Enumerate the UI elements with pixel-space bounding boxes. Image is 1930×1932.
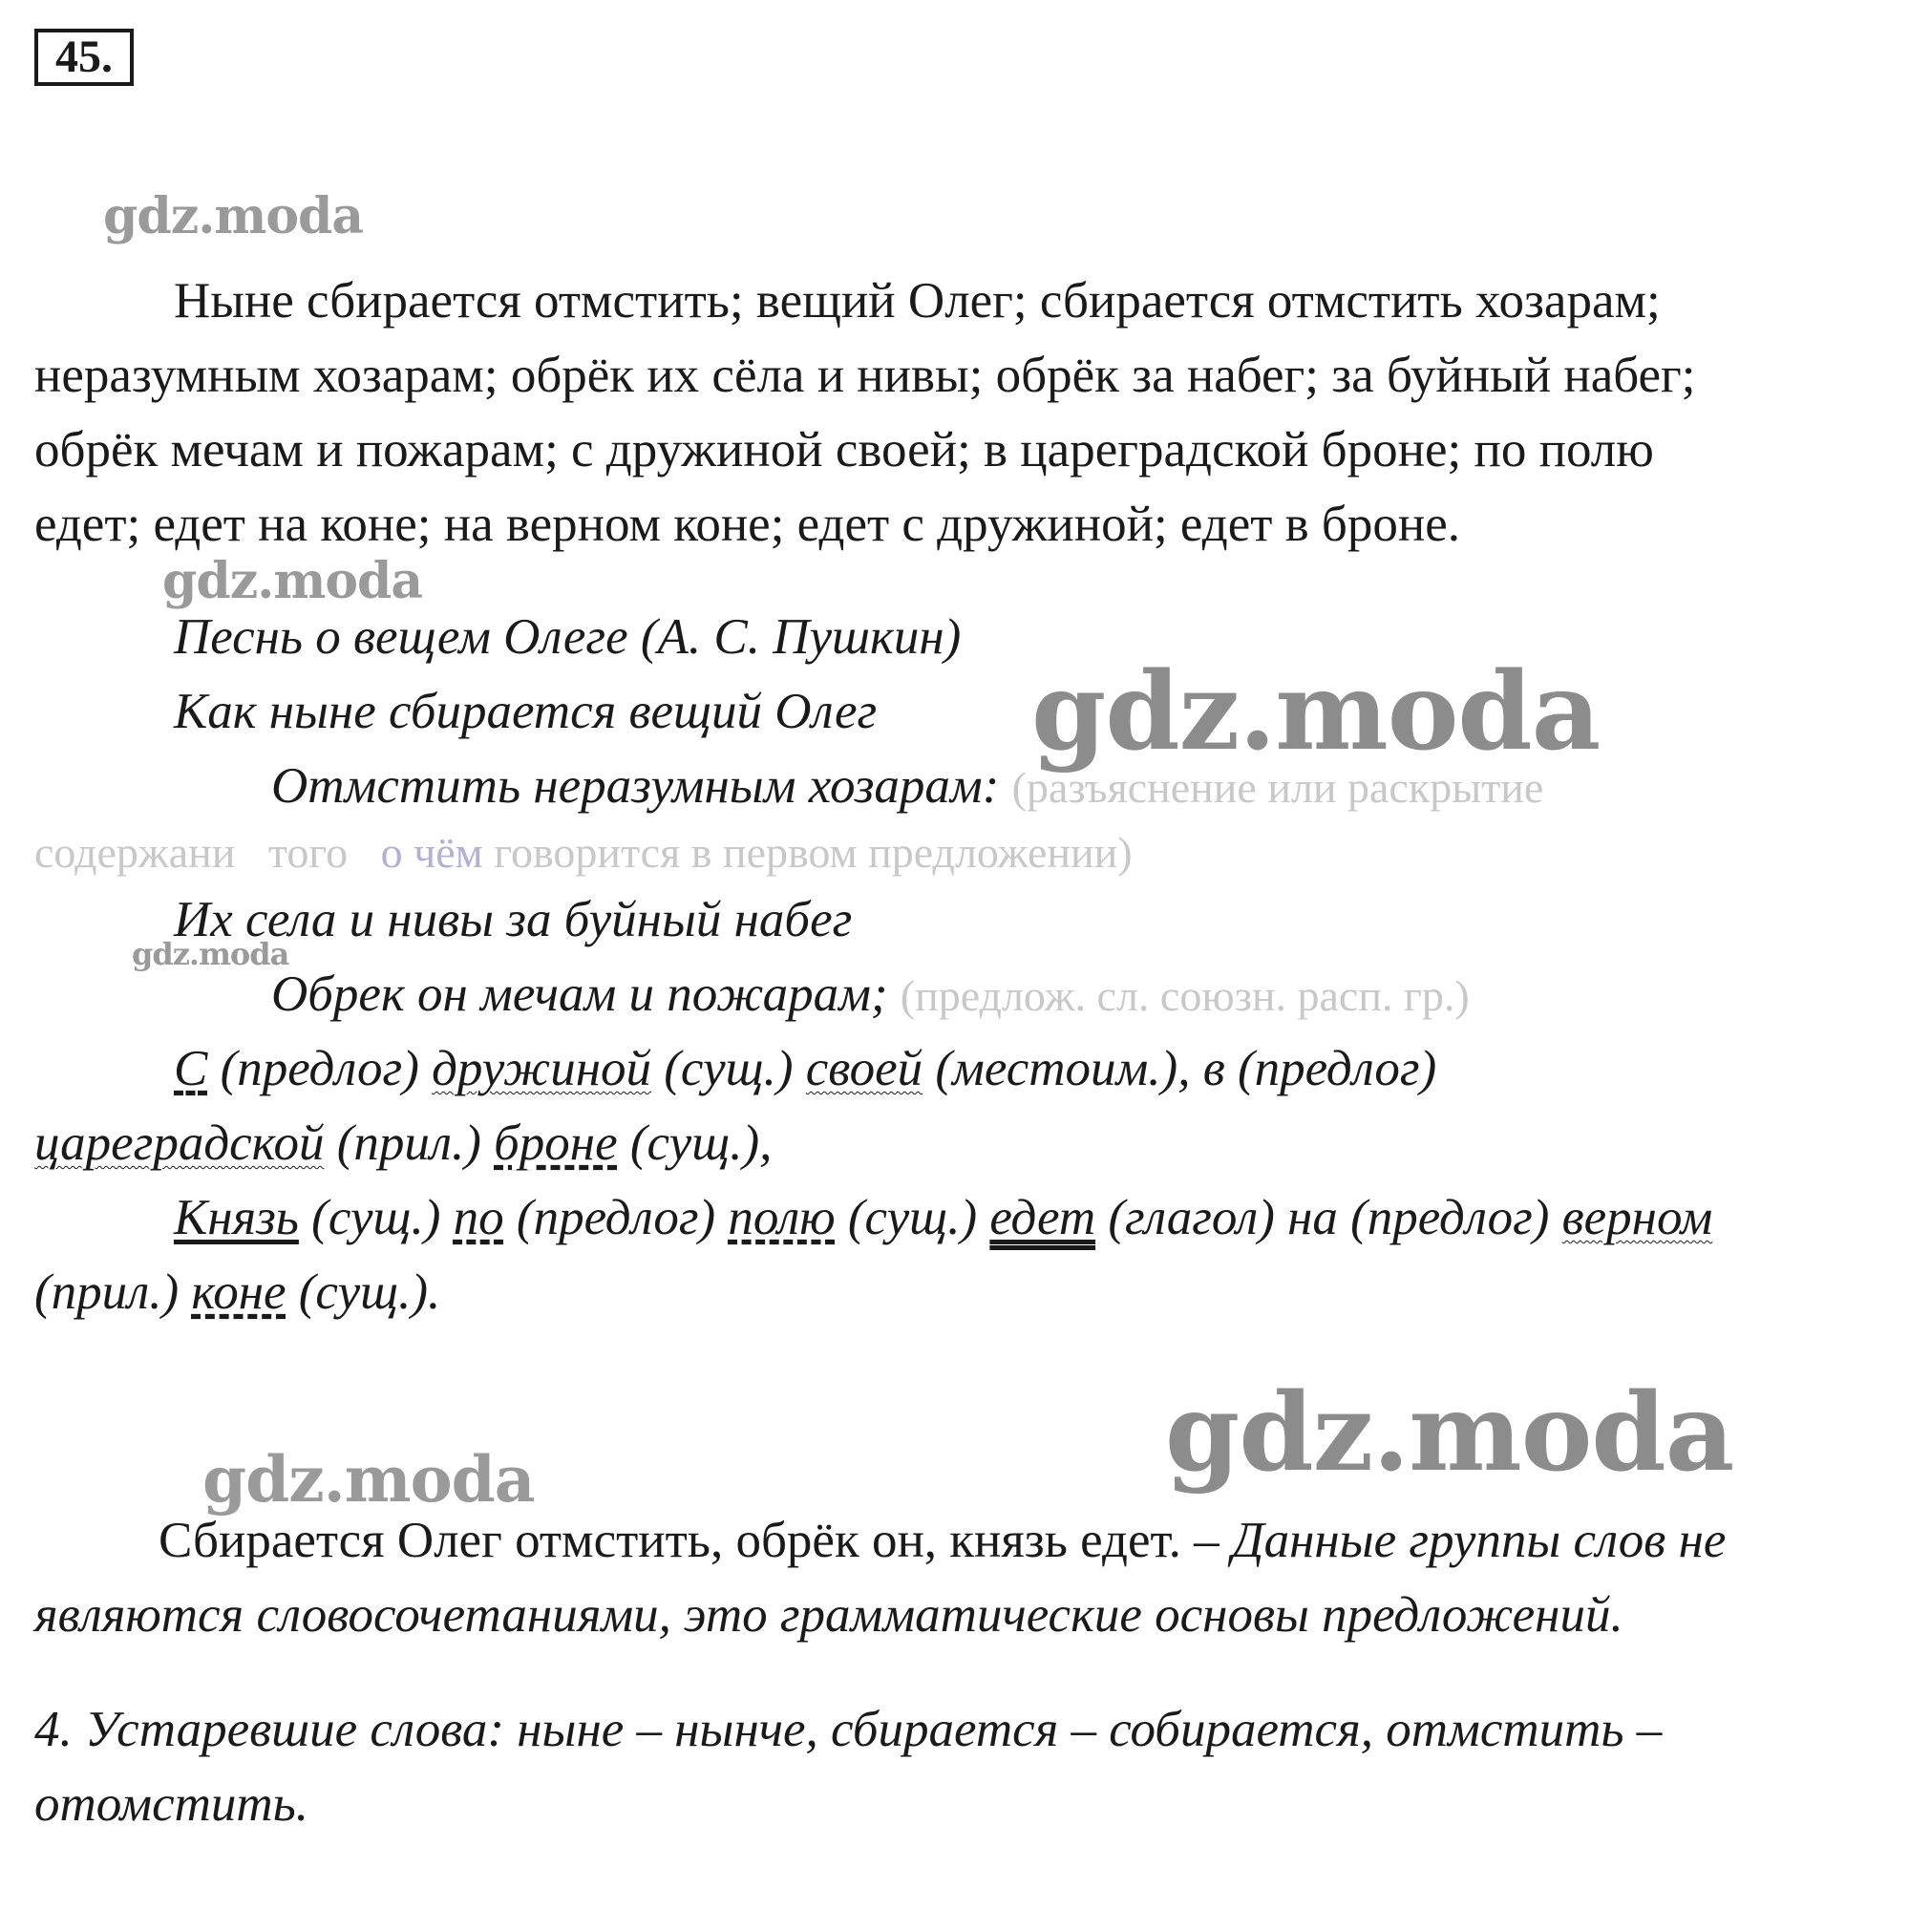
parse-tag: (местоим.), в (предлог) — [923, 1041, 1437, 1096]
parse-tag: (сущ.). — [286, 1264, 441, 1320]
poem-verse2-line — [271, 749, 1543, 825]
parse-tag: (предлог) — [503, 1190, 729, 1245]
parse1-line1 — [174, 1031, 1436, 1106]
parse-tag: (сущ.) — [651, 1041, 806, 1096]
paragraph2-plain: Сбирается Олег отмстить, обрёк он, князь едет. – — [159, 1513, 1232, 1568]
paragraph2-line1 — [159, 1503, 1726, 1578]
poem-verse4-line — [271, 957, 1470, 1033]
parse-tag: (прил.) — [324, 1115, 495, 1171]
parse-word: едет — [989, 1190, 1096, 1245]
parse2-line1 — [174, 1180, 1712, 1255]
parse-tag: (сущ.) — [835, 1190, 990, 1245]
watermark-logo: gdz.moda — [103, 187, 364, 245]
poem-verse2-note: (разъяснение или раскрытие — [1011, 763, 1544, 812]
parse-word: полю — [728, 1190, 836, 1245]
note-fragment: говорится в первом предложении) — [494, 828, 1133, 877]
parse1-line2 — [34, 1106, 772, 1180]
poem-verse4-note: (предлож. сл. союзн. расп. гр.) — [900, 971, 1470, 1020]
poem-verse2: Отмстить неразумным хозарам: — [271, 758, 1000, 814]
paragraph1-line1: Ныне сбирается отмстить; вещий Олег; сбирается отмстить хозарам; — [174, 273, 1661, 329]
parse-word: коне — [191, 1264, 286, 1320]
parse-tag: (предлог) — [207, 1041, 433, 1096]
parse-word: дружиной — [432, 1041, 652, 1096]
parse-word: цареградской — [34, 1115, 325, 1171]
watermark-logo: gdz.moda — [1165, 1370, 1734, 1496]
parse-tag: (глагол) на (предлог) — [1095, 1190, 1562, 1245]
paragraph1-line2: неразумным хозарам; обрёк их сёла и нивы; обрёк за набег; за буйный набег; — [34, 348, 1696, 403]
watermark-logo: gdz.moda — [1031, 649, 1601, 775]
parse-tag: (прил.) — [34, 1264, 192, 1320]
parse-word: броне — [494, 1115, 618, 1171]
parse-word: Князь — [174, 1190, 299, 1245]
parse-word: по — [453, 1190, 504, 1245]
paragraph1-line4: едет; едет на коне; на верном коне; едет с дружиной; едет в броне. — [34, 497, 1461, 552]
parse-word: С — [174, 1041, 208, 1096]
poem-verse3: Их села и нивы за буйный набег — [174, 892, 853, 947]
watermark-logo: gdz.moda — [162, 552, 423, 610]
watermark-logo: gdz.moda — [202, 1442, 535, 1517]
parse-tag: (сущ.), — [617, 1115, 773, 1171]
parse-tag: (сущ.) — [298, 1190, 454, 1245]
point4-line1: 4. Устаревшие слова: ныне – нынче, сбирается – собирается, отмстить – — [34, 1702, 1663, 1757]
parse-word: верном — [1561, 1190, 1713, 1245]
parse-word: своей — [805, 1041, 923, 1096]
note-fragment: того — [267, 828, 349, 877]
poem-verse4: Обрек он мечам и пожарам; — [271, 966, 888, 1022]
poem-verse1: Как ныне сбирается вещий Олег — [174, 684, 878, 739]
paragraph2-italic: Данные группы слов не — [1231, 1513, 1727, 1568]
paragraph2-line2: являются словосочетаниями, это грамматические основы предложений. — [34, 1587, 1623, 1643]
poem-verse2-note-cont — [34, 821, 1133, 884]
note-fragment: о чём — [380, 828, 483, 877]
watermark-logo: gdz.moda — [132, 936, 289, 972]
exercise-number: 45. — [34, 29, 134, 86]
note-fragment: содержани — [34, 828, 236, 877]
point4-line2: отомстить. — [34, 1776, 309, 1832]
parse2-line2 — [34, 1255, 440, 1329]
paragraph1-line3: обрёк мечам и пожарам; с дружиной своей; в цареградской броне; по полю — [34, 422, 1654, 478]
poem-title: Песнь о вещем Олеге (А. С. Пушкин) — [174, 609, 962, 665]
